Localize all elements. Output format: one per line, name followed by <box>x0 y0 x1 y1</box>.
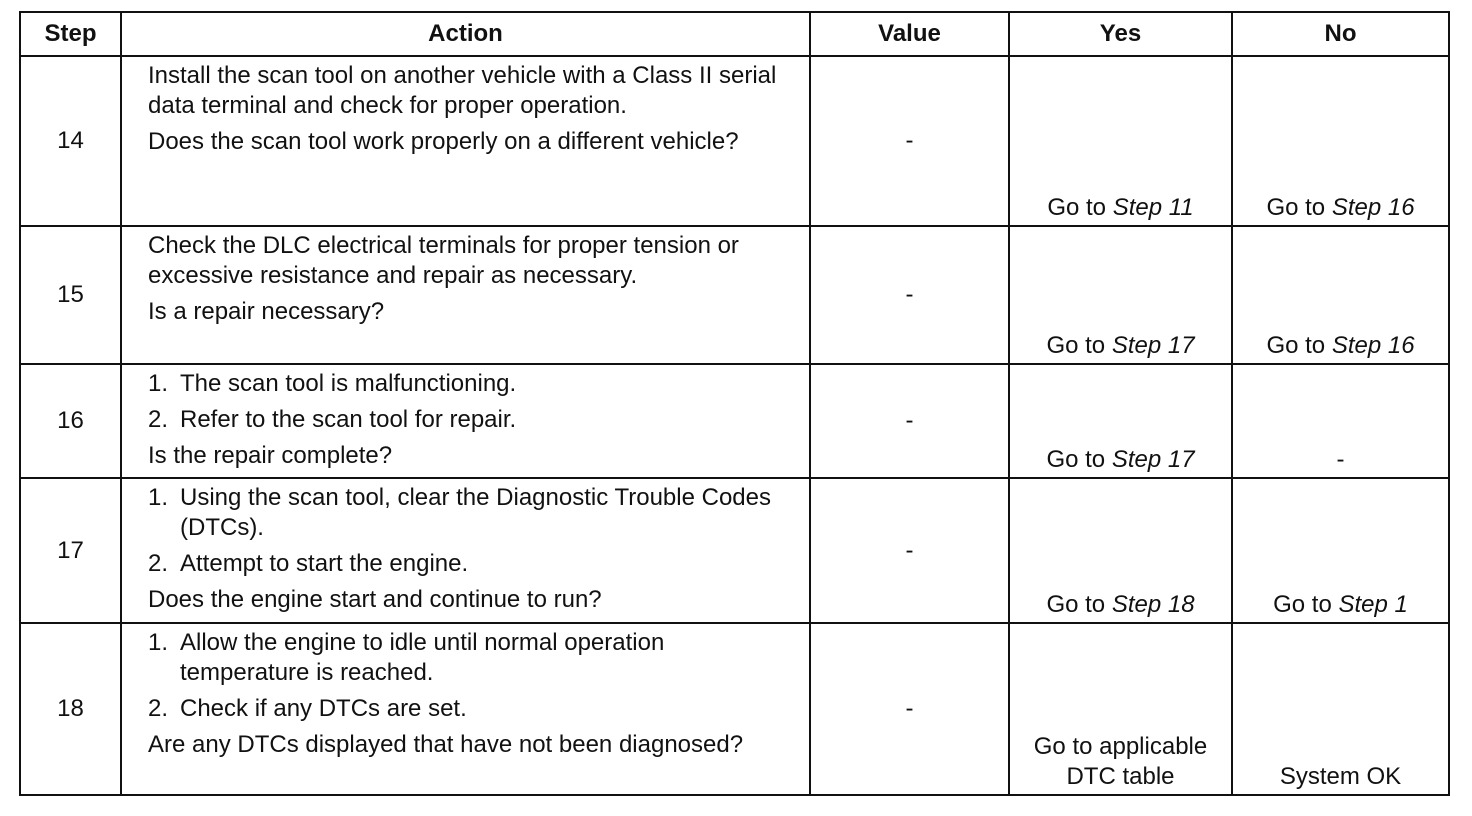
goto-prefix: Go to <box>1266 194 1326 221</box>
header-value: Value <box>810 12 1009 56</box>
no-cell <box>1232 478 1449 623</box>
no-cell <box>1232 56 1449 226</box>
yes-cell <box>1009 56 1232 226</box>
goto-prefix: Go to <box>1273 591 1332 618</box>
step-link: Step 16 <box>1331 194 1415 221</box>
table-row <box>20 226 1449 364</box>
value-cell: - <box>810 623 1009 795</box>
table-row <box>20 56 1449 226</box>
action-text: Install the scan tool on another vehicle with a Class II serial data terminal and check for proper operation. <box>148 62 777 119</box>
item-number: 2. <box>148 550 169 577</box>
item-text: Attempt to start the engine. <box>180 550 469 577</box>
item-text: The scan tool is malfunctioning. <box>180 370 517 397</box>
yes-cell <box>1009 364 1232 478</box>
step-number: 15 <box>20 226 121 364</box>
step-link: Step 1 <box>1338 591 1408 618</box>
action-cell <box>121 478 810 623</box>
value-cell: - <box>810 56 1009 226</box>
table-row <box>20 623 1449 795</box>
action-question: Is the repair complete? <box>148 442 393 469</box>
item-text: Allow the engine to idle until normal operation temperature is reached. <box>180 629 665 686</box>
goto-prefix: Go to <box>1047 194 1107 221</box>
goto-prefix: Go to <box>1046 591 1106 618</box>
numbered-item <box>148 405 799 435</box>
step-number: 16 <box>20 364 121 478</box>
value-cell: - <box>810 478 1009 623</box>
yes-cell: Go to applicable DTC table <box>1009 623 1232 795</box>
action-cell <box>121 623 810 795</box>
step-link: Step 17 <box>1111 446 1195 473</box>
action-cell <box>121 364 810 478</box>
numbered-item <box>148 369 799 399</box>
action-question: Does the engine start and continue to run? <box>148 586 602 613</box>
action-question: Is a repair necessary? <box>148 298 385 325</box>
step-number: 18 <box>20 623 121 795</box>
item-number: 1. <box>148 484 169 511</box>
table-row <box>20 364 1449 478</box>
goto-prefix: Go to <box>1046 446 1106 473</box>
header-action: Action <box>121 12 810 56</box>
numbered-item <box>148 549 799 579</box>
no-cell: System OK <box>1232 623 1449 795</box>
step-link: Step 18 <box>1111 591 1195 618</box>
value-cell: - <box>810 226 1009 364</box>
action-cell <box>121 56 810 226</box>
goto-prefix: Go to <box>1046 332 1106 359</box>
no-cell: - <box>1232 364 1449 478</box>
step-link: Step 16 <box>1331 332 1415 359</box>
numbered-item <box>148 694 799 724</box>
table-row <box>20 478 1449 623</box>
numbered-item <box>148 628 799 688</box>
item-text: Using the scan tool, clear the Diagnostic Trouble Codes (DTCs). <box>180 484 771 541</box>
item-number: 2. <box>148 695 169 722</box>
no-cell <box>1232 226 1449 364</box>
header-row <box>20 12 1449 56</box>
item-number: 1. <box>148 629 169 656</box>
action-question: Does the scan tool work properly on a different vehicle? <box>148 128 739 155</box>
goto-prefix: Go to <box>1266 332 1326 359</box>
step-link: Step 17 <box>1111 332 1195 359</box>
header-yes: Yes <box>1009 12 1232 56</box>
value-cell: - <box>810 364 1009 478</box>
header-no: No <box>1232 12 1449 56</box>
diagnostic-table <box>19 11 1450 796</box>
item-text: Refer to the scan tool for repair. <box>180 406 517 433</box>
action-text: Check the DLC electrical terminals for proper tension or excessive resistance and repair as necessary. <box>148 232 739 289</box>
step-number: 17 <box>20 478 121 623</box>
yes-cell <box>1009 478 1232 623</box>
action-cell <box>121 226 810 364</box>
numbered-item <box>148 483 799 543</box>
item-text: Check if any DTCs are set. <box>180 695 467 722</box>
yes-cell <box>1009 226 1232 364</box>
item-number: 1. <box>148 370 169 397</box>
step-link: Step 11 <box>1112 194 1194 221</box>
item-number: 2. <box>148 406 169 433</box>
action-question: Are any DTCs displayed that have not been diagnosed? <box>148 731 744 758</box>
header-step: Step <box>20 12 121 56</box>
step-number: 14 <box>20 56 121 226</box>
